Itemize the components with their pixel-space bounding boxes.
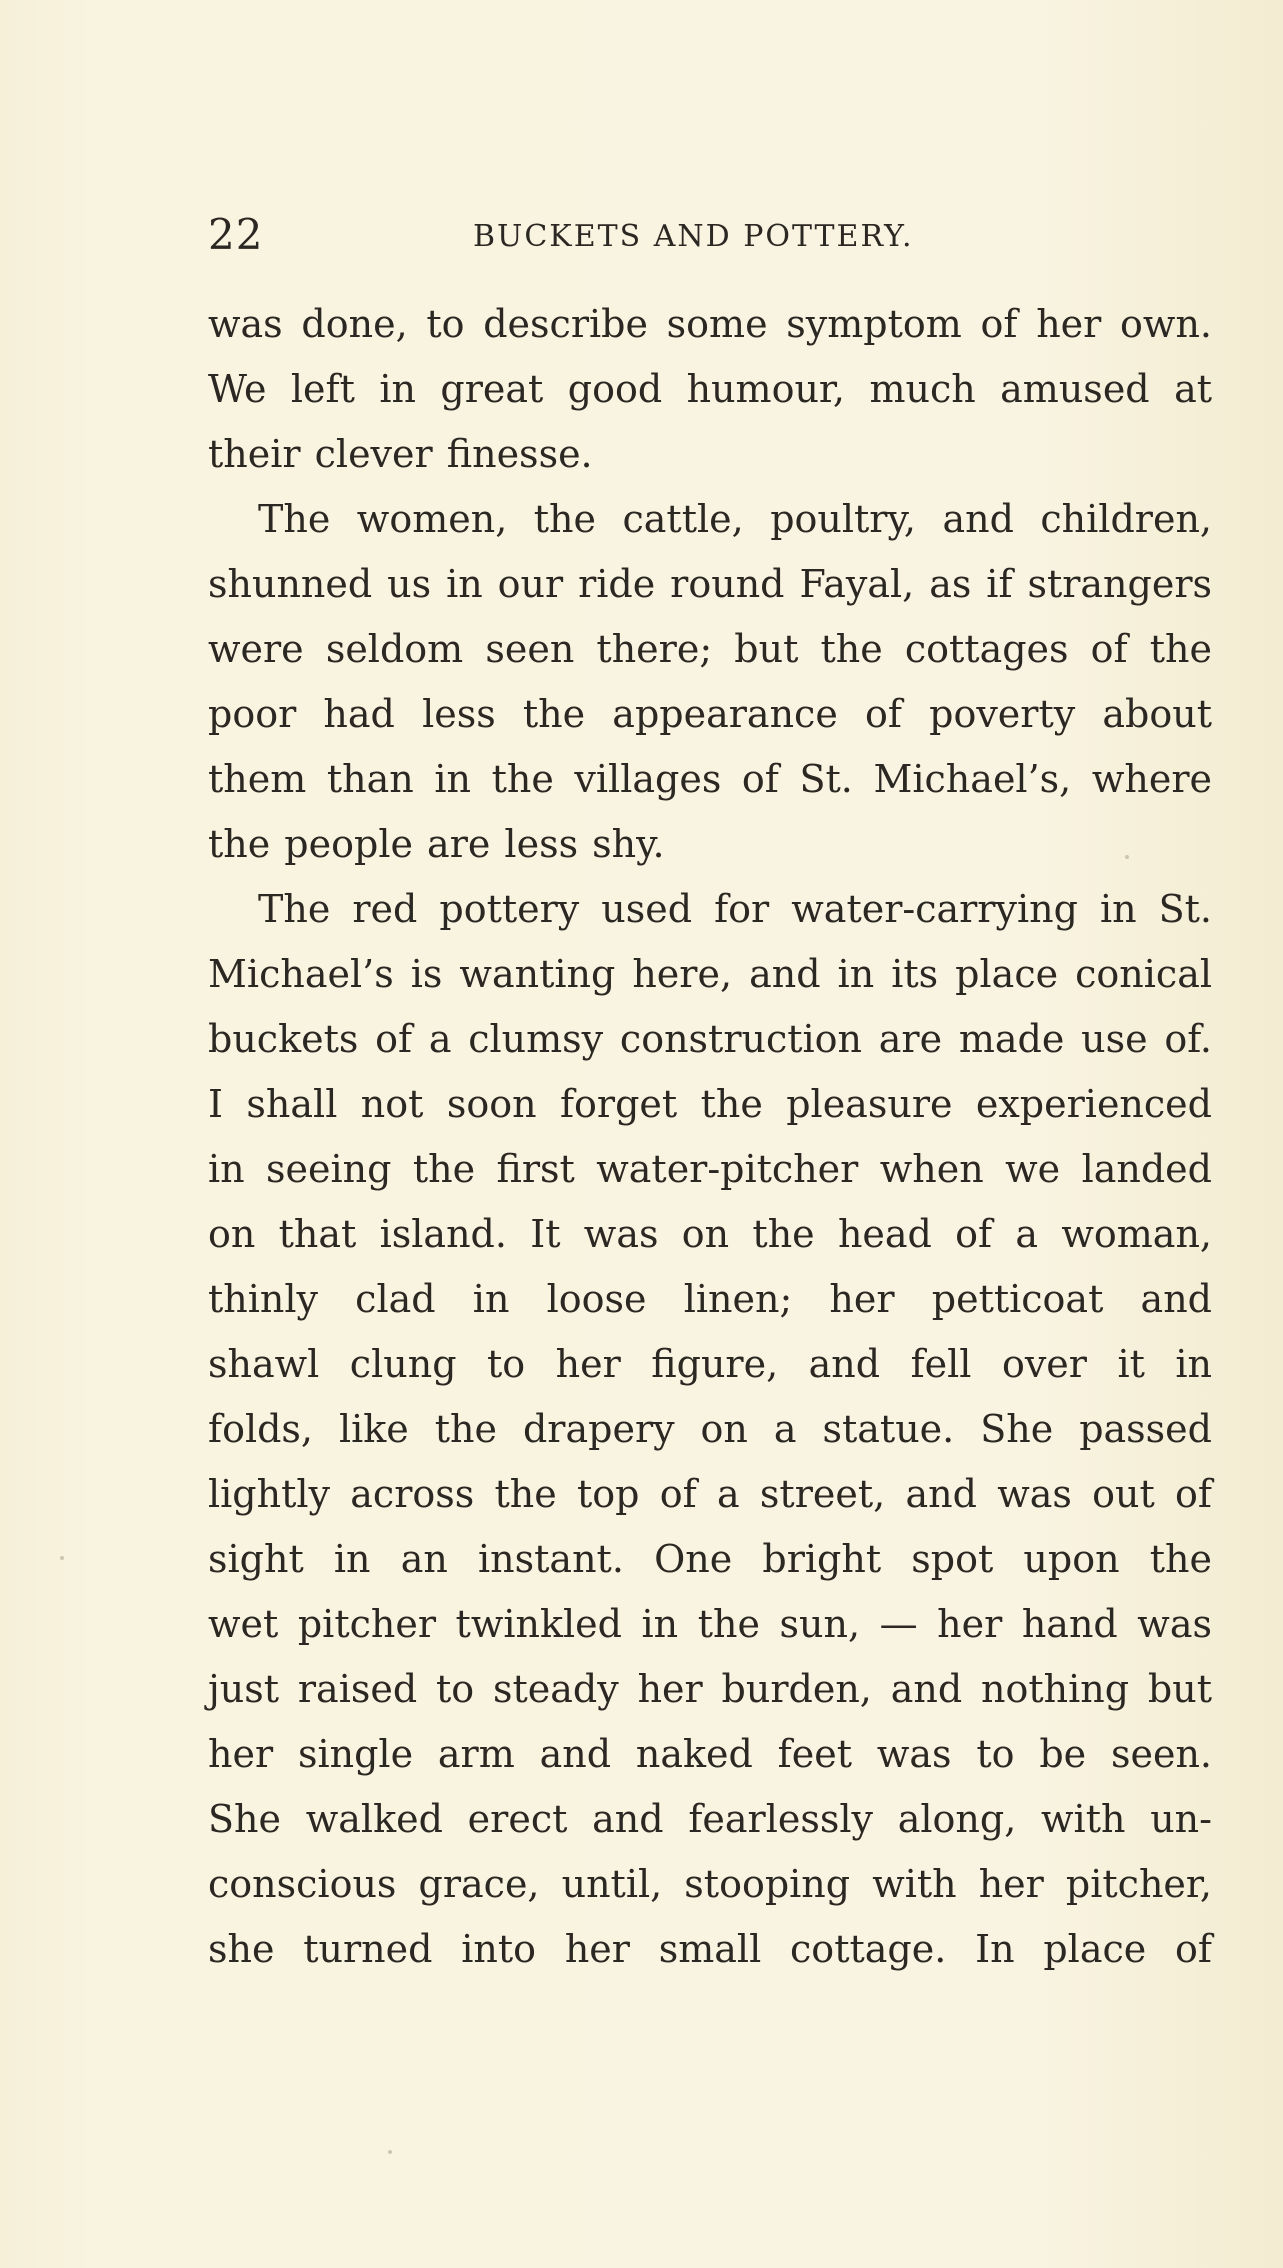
text-line: poor had less the appearance of poverty about [208,692,1212,736]
page-number: 22 [208,210,264,259]
text-line: We left in great good humour, much amused at [208,367,1212,411]
text-line: them than in the villages of St. Michael’s, where [208,757,1212,801]
text-line: She walked erect and fearlessly along, with un- [208,1797,1212,1841]
text-line: she turned into her small cottage. In place of [208,1927,1212,1971]
text-line: Michael’s is wanting here, and in its place conical [208,952,1212,996]
text-line: in seeing the first water-pitcher when we landed [208,1147,1212,1191]
text-line: buckets of a clumsy construction are made use of. [208,1017,1212,1061]
paper-speck [60,1556,64,1560]
text-line: shunned us in our ride round Fayal, as if strangers [208,562,1212,606]
text-line: wet pitcher twinkled in the sun, — her hand was [208,1602,1212,1646]
text-line: conscious grace, until, stooping with her pitcher, [208,1862,1212,1906]
text-line: The women, the cattle, poultry, and children, [258,497,1212,541]
text-line: the people are less shy. [208,822,665,866]
text-line: their clever finesse. [208,432,593,476]
running-head: BUCKETS AND POTTERY. [473,219,914,254]
text-line: The red pottery used for water-carrying in St. [258,887,1212,931]
text-line: on that island. It was on the head of a woman, [208,1212,1212,1256]
text-line: her single arm and naked feet was to be seen. [208,1732,1212,1776]
text-line: thinly clad in loose linen; her petticoat and [208,1277,1212,1321]
text-line: shawl clung to her figure, and fell over it in [208,1342,1212,1386]
paper-speck [388,2150,392,2154]
text-line: lightly across the top of a street, and was out of [208,1472,1212,1516]
text-line: were seldom seen there; but the cottages of the [208,627,1212,671]
text-line: I shall not soon forget the pleasure experienced [208,1082,1212,1126]
text-line: sight in an instant. One bright spot upon the [208,1537,1212,1581]
text-line: folds, like the drapery on a statue. She passed [208,1407,1212,1451]
text-line: was done, to describe some symptom of her own. [208,302,1212,346]
page-header [208,205,1208,265]
text-line: just raised to steady her burden, and nothing but [208,1667,1212,1711]
paper-speck [1125,855,1129,859]
